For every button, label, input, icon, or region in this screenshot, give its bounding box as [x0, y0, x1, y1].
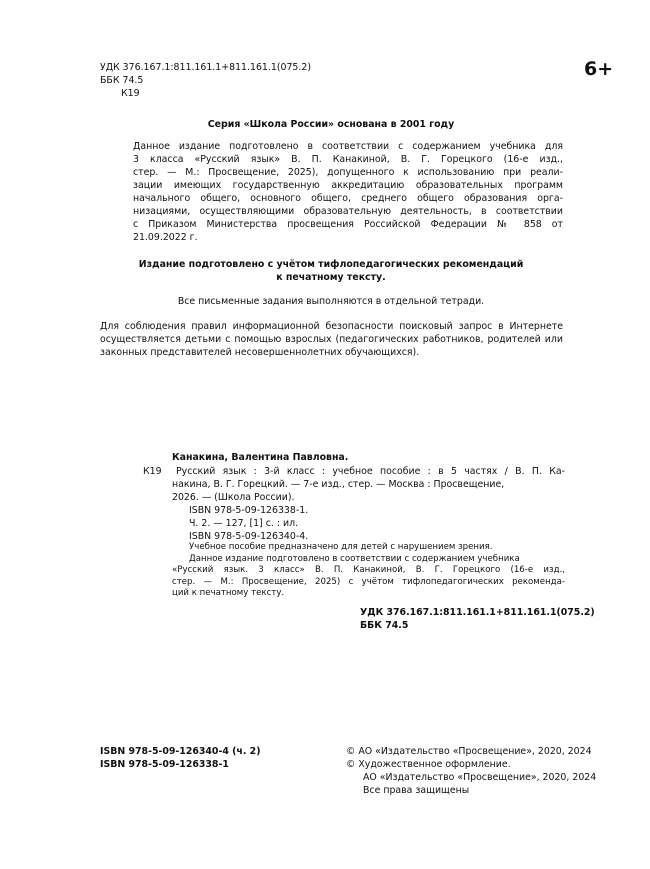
tiflo-line: Издание подготовлено с учётом тифлопедагогических рекомендаций — [138, 259, 524, 270]
copyright-line: © Художественное оформление. — [346, 759, 511, 770]
catalog-desc-line: накина, В. Г. Горецкий. — 7-е изд., стер. — Москва : Просвещение, — [172, 479, 505, 490]
catalog-note-line: Учебное пособие предназначено для детей с нарушением зрения. — [189, 542, 493, 552]
catalog-description — [172, 465, 565, 543]
bottom-isbn-line: ISBN 978-5-09-126338-1 — [100, 759, 229, 770]
top-udk: УДК 376.167.1:811.161.1+811.161.1(075.2) — [100, 62, 311, 73]
catalog-bbk: ББК 74.5 — [360, 620, 409, 631]
intro-line: начального общего, основного общего, среднего общего образования орга- — [133, 193, 563, 204]
safety-line: Для соблюдения правил информационной безопасности поисковый запрос в Интернете — [100, 321, 563, 332]
catalog-isbn2: ISBN 978-5-09-126340-4. — [189, 531, 309, 542]
copyright-block — [346, 745, 596, 797]
intro-line: 3 класса «Русский язык» В. П. Канакиной, В. Г. Горецкого (16-е изд., — [133, 154, 563, 165]
intro-paragraph — [133, 140, 563, 244]
catalog-author: Канакина, Валентина Павловна. — [172, 452, 349, 463]
safety-paragraph — [100, 320, 563, 359]
intro-line: Данное издание подготовлено в соответствии с содержанием учебника для — [133, 141, 563, 152]
tiflo-line: к печатному тексту. — [276, 272, 386, 283]
intro-line: низациями, осуществляющими образовательную деятельность, в соответствии — [133, 206, 563, 217]
catalog-code: К19 — [143, 466, 162, 477]
top-classification — [100, 61, 311, 100]
safety-line: осуществляется детьми с помощью взрослых (педагогических работников, родителей или — [100, 334, 563, 345]
catalog-note-line: «Русский язык. 3 класс» В. П. Канакиной, В. Г. Горецкого (16-е изд., — [172, 565, 565, 576]
intro-line: 21.09.2022 г. — [133, 232, 198, 243]
catalog-volume: Ч. 2. — 127, [1] с. : ил. — [189, 518, 299, 529]
intro-line: стер. — М.: Просвещение, 2025), допущенного к использованию при реали- — [133, 167, 563, 178]
intro-line: зации имеющих государственную аккредитацию образовательных программ — [133, 180, 563, 191]
catalog-note-line: ций к печатному тексту. — [172, 588, 285, 599]
safety-line: законных представителей несовершеннолетних обучающихся). — [100, 347, 420, 358]
bottom-isbn — [100, 745, 260, 771]
bottom-isbn-line: ISBN 978-5-09-126340-4 (ч. 2) — [100, 746, 261, 757]
age-rating: 6+ — [584, 58, 614, 80]
catalog-isbn1: ISBN 978-5-09-126338-1. — [189, 505, 309, 516]
catalog-desc-line: Русский язык : 3-й класс : учебное пособие : в 5 частях / В. П. Ка- — [176, 466, 565, 477]
series-title: Серия «Школа России» основана в 2001 году — [207, 119, 455, 130]
catalog-classification — [360, 606, 595, 632]
copyright-line: АО «Издательство «Просвещение», 2020, 2024 — [363, 772, 597, 783]
top-bbk: ББК 74.5 — [100, 75, 144, 86]
copyright-line: © АО «Издательство «Просвещение», 2020, 2024 — [346, 746, 592, 757]
catalog-note-line: стер. — М.: Просвещение, 2025) с учётом тифлопедагогических рекоменда- — [172, 576, 565, 587]
copyright-line: Все права защищены — [363, 785, 470, 796]
catalog-desc-line: 2026. — (Школа России). — [172, 492, 295, 503]
tiflo-note — [100, 258, 562, 284]
catalog-note-line: Данное издание подготовлено в соответствии с содержанием учебника — [189, 553, 520, 564]
catalog-udk: УДК 376.167.1:811.161.1+811.161.1(075.2) — [360, 607, 595, 618]
top-author-code: К19 — [121, 88, 140, 99]
intro-line: с Приказом Министерства просвещения Российской Федерации № 858 от — [133, 219, 563, 230]
catalog-note — [172, 542, 565, 600]
notebook-note: Все письменные задания выполняются в отдельной тетради. — [177, 296, 485, 307]
